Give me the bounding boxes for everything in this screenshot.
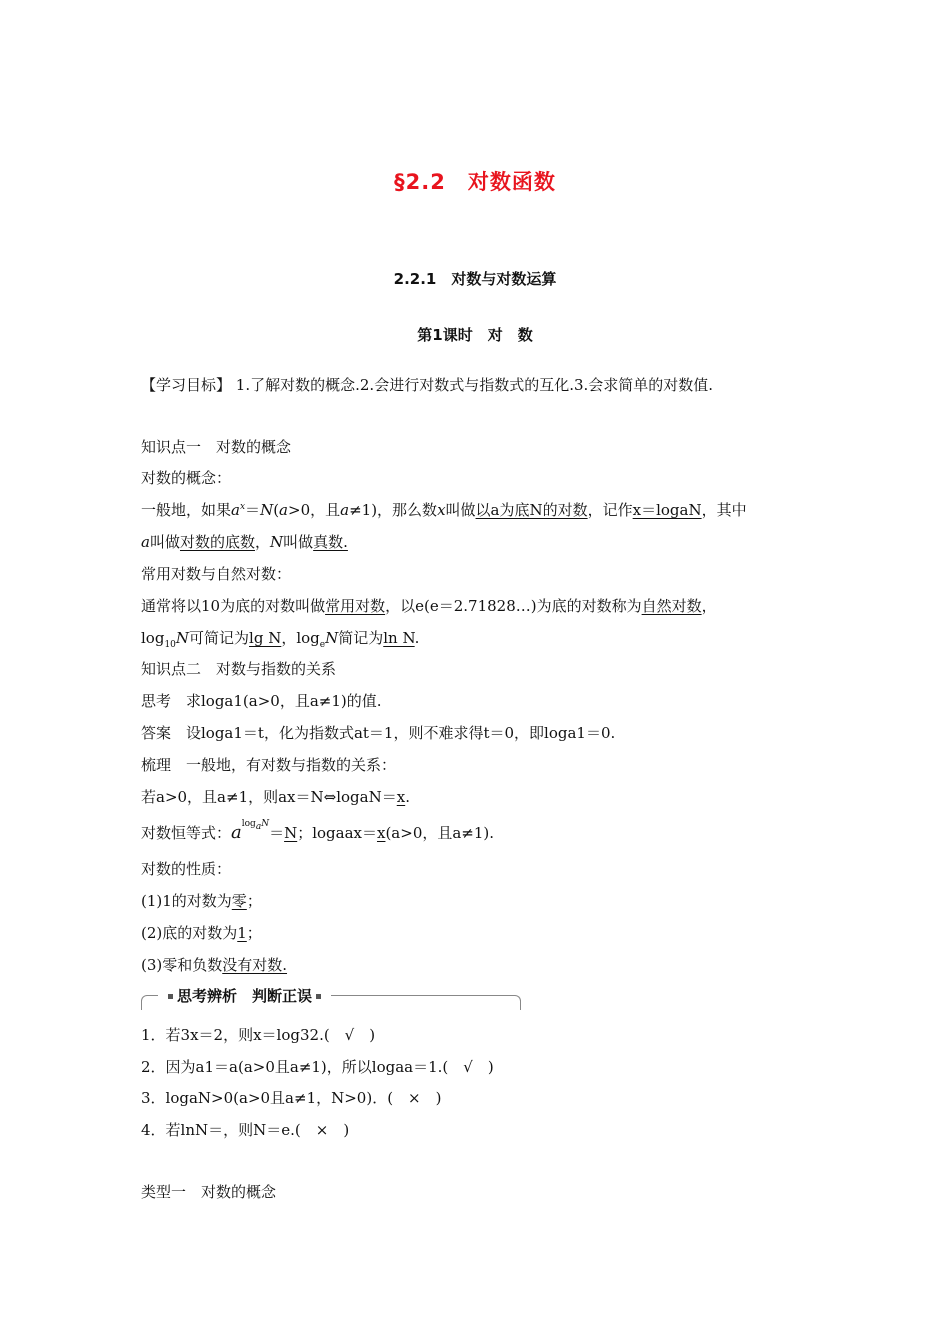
- text: 思考辨析 判断正误: [177, 987, 313, 1005]
- answer-blank: N: [284, 824, 298, 842]
- kp2-sort: 梳理 一般地，有对数与指数的关系：: [141, 756, 397, 774]
- answer-blank: x: [396, 788, 406, 806]
- text: 对数恒等式：: [141, 824, 232, 842]
- text: 叫做: [149, 533, 180, 551]
- kp2-prop2: [141, 922, 262, 943]
- judge-item-3: 3．logaN>0(a>0且a≠1，N>0)．( × ): [141, 1089, 442, 1107]
- text: (a>0，且a≠1).: [385, 824, 495, 842]
- kp2-prop3: [141, 954, 287, 975]
- text: ；logaax＝: [297, 824, 377, 842]
- page-title: §2.2 对数函数: [394, 170, 556, 194]
- text: 可简记为: [189, 629, 250, 647]
- lesson-subtitle: 第1课时 对 数: [417, 326, 533, 344]
- answer-blank: 零: [231, 892, 247, 910]
- text: 简记为: [338, 629, 384, 647]
- text: 叫做: [445, 501, 476, 519]
- kp2-props-label: 对数的性质：: [141, 860, 232, 878]
- text: ，: [281, 629, 297, 647]
- kp1-para2: a叫做对数的底数，N叫做真数.: [141, 533, 348, 551]
- kp1-para1: 一般地，如果$a^x=N(a>0$，且a≠1)，那么数x叫做以a为底N的对数，记作x＝logaN，其中: [141, 501, 747, 519]
- answer-blank: x＝logaN: [632, 501, 702, 519]
- answer-blank: 没有对数.: [222, 956, 288, 974]
- section-subtitle: 2.2.1 对数与对数运算: [393, 270, 557, 288]
- text: ＝: [269, 824, 285, 842]
- objective-label: 【学习目标】: [141, 376, 232, 394]
- text: (3)零和负数: [141, 956, 223, 974]
- text: (2)底的对数为: [141, 924, 238, 942]
- kp1-para3: [141, 595, 717, 616]
- text: .: [405, 788, 410, 806]
- kp1-heading: 知识点一 对数的概念: [141, 438, 292, 456]
- text: (1)1的对数为: [141, 892, 232, 910]
- text: .: [414, 629, 420, 647]
- kp2-identity: 对数恒等式：$a^{log_aN}=N$；logaax＝x(a>0，且a≠1).: [141, 819, 495, 843]
- kp1-common-label: 常用对数与自然对数：: [141, 565, 292, 583]
- text: ，以e(e＝2.71828…)为底的对数称为: [385, 597, 642, 615]
- text: 若a>0，且a≠1，则ax＝N⇔logaN＝: [141, 788, 397, 806]
- answer-blank: lg N: [249, 629, 282, 647]
- answer-blank: 真数.: [313, 533, 348, 551]
- answer-blank: x: [376, 824, 386, 842]
- kp2-think: 思考 求loga1(a>0，且a≠1)的值.: [141, 692, 382, 710]
- text: ，记作: [587, 501, 633, 519]
- text: 通常将以10为底的对数叫做: [141, 597, 326, 615]
- judge-item-4: 4．若lnN＝，则N＝e.( × ): [141, 1121, 350, 1139]
- text: ，: [701, 597, 717, 615]
- text: 叫做: [283, 533, 314, 551]
- answer-blank: 以a为底N的对数: [475, 501, 588, 519]
- kp2-heading: 知识点二 对数与指数的关系: [141, 660, 337, 678]
- text: ，那么数: [377, 501, 438, 519]
- objective-text: 1.了解对数的概念.2.会进行对数式与指数式的互化.3.会求简单的对数值.: [235, 376, 714, 394]
- answer-blank: 对数的底数: [179, 533, 255, 551]
- answer-blank: 1: [237, 924, 247, 942]
- text: ，: [254, 533, 270, 551]
- square-icon: [168, 994, 173, 999]
- square-icon: [316, 994, 321, 999]
- learning-objective: [141, 374, 713, 395]
- answer-blank: 自然对数: [641, 597, 702, 615]
- judge-item-1: 1．若3x＝2，则x＝log32.( √ ): [141, 1026, 376, 1044]
- answer-blank: ln N: [383, 629, 415, 647]
- kp1-concept-label: 对数的概念：: [141, 469, 232, 487]
- kp1-para4: $\log_{10}N$可简记为lg N，$\log_eN$简记为ln N.: [141, 629, 420, 650]
- text: ，其中: [701, 501, 747, 519]
- kp2-answer: 答案 设loga1＝t，化为指数式at＝1，则不难求得t＝0，即loga1＝0.: [141, 724, 616, 742]
- kp2-prop1: [141, 890, 262, 911]
- text: ；: [246, 924, 262, 942]
- judge-item-2: 2．因为a1＝a(a>0且a≠1)，所以logaa＝1.( √ ): [141, 1058, 494, 1076]
- kp2-relation: [141, 786, 410, 807]
- answer-blank: 常用对数: [325, 597, 386, 615]
- text: ；: [246, 892, 262, 910]
- type1-heading: 类型一 对数的概念: [141, 1183, 277, 1201]
- text: 一般地，如果: [141, 501, 232, 519]
- judge-box-label: [158, 985, 331, 1006]
